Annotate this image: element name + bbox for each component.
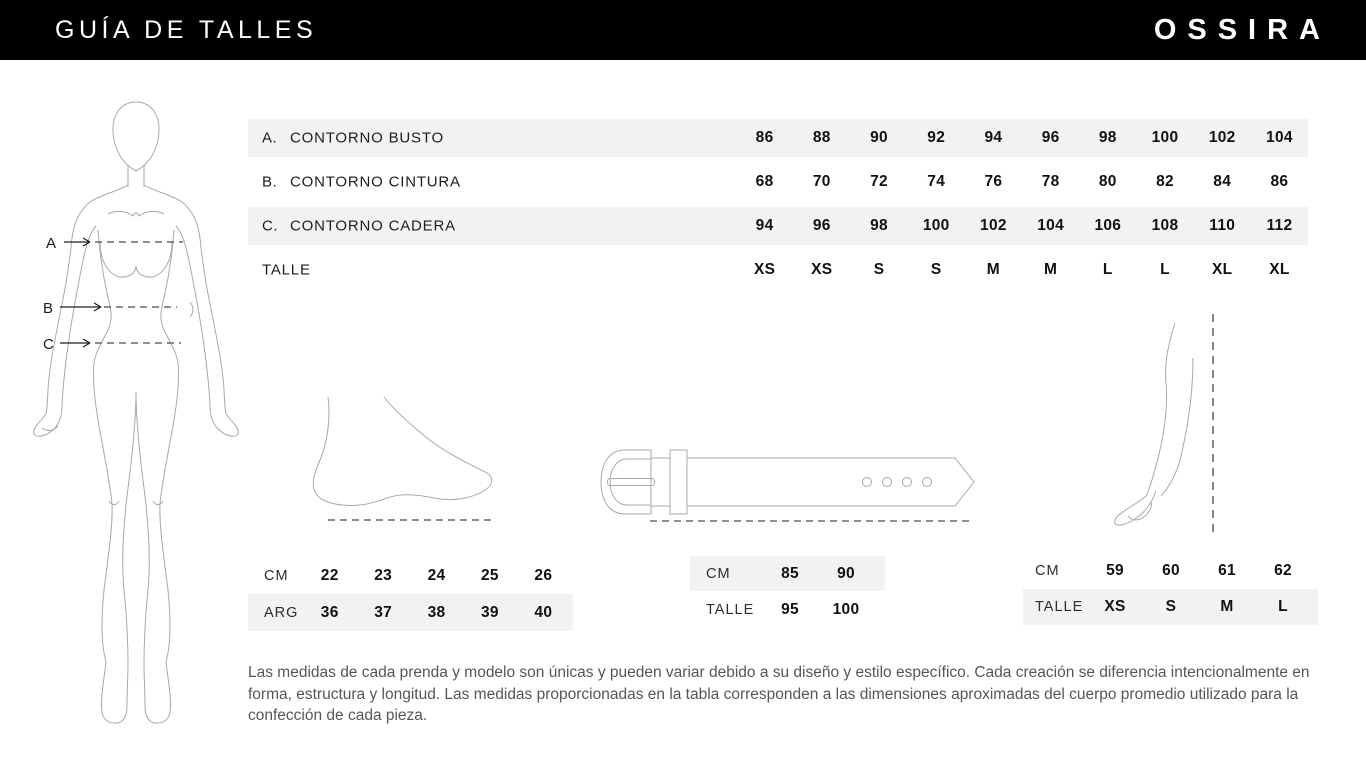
foot-table-row-arg	[248, 594, 573, 631]
cell: 96	[1041, 129, 1060, 146]
row-label: CM	[1035, 563, 1060, 579]
cell: XS	[1104, 598, 1126, 615]
cell: 24	[427, 566, 446, 584]
row-label: TALLE	[1035, 599, 1084, 615]
cell: 110	[1209, 217, 1236, 234]
cell: 95	[781, 600, 799, 618]
row-name: TALLE	[262, 261, 311, 279]
arm-table-row-cm	[1023, 553, 1318, 589]
cell: 72	[870, 173, 888, 190]
cell: L	[1160, 261, 1170, 278]
row-values	[762, 592, 874, 627]
row-name: CONTORNO BUSTO	[290, 129, 444, 147]
cell: 108	[1151, 217, 1179, 234]
cell: 37	[374, 603, 393, 621]
cell: 26	[534, 566, 553, 584]
cell: M	[1220, 598, 1234, 615]
cell: XL	[1269, 261, 1290, 278]
cell: 94	[984, 129, 1003, 146]
cell: 94	[755, 217, 774, 234]
row-label: ARG	[264, 604, 299, 621]
row-values	[1087, 553, 1311, 589]
label-b: B	[43, 300, 54, 317]
cell: 68	[755, 173, 774, 190]
disclaimer-text: Las medidas de cada prenda y modelo son únicas y pueden variar debido a su diseño y estilo específico. Cada creación se diferencia intencionalmente en forma, estructura y longitud. Las medidas proporcionadas en la tabla corresponden a las dimensiones aproximadas del cuerpo promedio utilizado para la confección de cada pieza.	[248, 664, 1310, 724]
cell: 25	[481, 566, 499, 584]
cell: 60	[1162, 562, 1180, 579]
cell: 88	[812, 129, 831, 146]
cell: 80	[1098, 173, 1117, 190]
belt-table-row-talle	[690, 592, 885, 627]
row-name: CONTORNO CADERA	[290, 217, 456, 235]
arrow-a	[64, 238, 90, 246]
arrow-b	[60, 303, 101, 311]
label-c: C	[43, 336, 54, 353]
cell: M	[1044, 261, 1058, 278]
cell: 86	[1270, 173, 1289, 190]
cell: 86	[755, 129, 774, 146]
female-figure-illustration	[0, 80, 240, 730]
cell: 84	[1213, 173, 1232, 190]
foot-illustration	[250, 395, 580, 535]
row-values	[762, 556, 874, 591]
row-values	[736, 207, 1308, 245]
cell: 100	[1151, 129, 1179, 146]
cell: 106	[1094, 217, 1122, 234]
row-values	[736, 119, 1308, 157]
cell: 70	[812, 173, 831, 190]
cell: 22	[320, 566, 339, 584]
cell: 38	[427, 603, 446, 621]
label-a: A	[46, 235, 57, 252]
row-name: CONTORNO CINTURA	[290, 173, 461, 191]
cell: 98	[870, 217, 888, 234]
cell: XS	[753, 261, 776, 278]
cell: 62	[1274, 562, 1292, 579]
cell: XL	[1212, 261, 1233, 278]
cell: L	[1102, 261, 1113, 278]
cell: 112	[1266, 217, 1293, 234]
cell: 100	[832, 600, 860, 618]
table-row-busto	[248, 119, 1308, 157]
row-values	[303, 594, 570, 631]
belt-illustration	[595, 445, 985, 530]
cell: 102	[980, 217, 1007, 234]
cell: 90	[837, 564, 855, 582]
cell: 82	[1156, 173, 1174, 190]
row-letter: C.	[262, 217, 278, 235]
cell: S	[930, 261, 942, 278]
cell: 36	[320, 603, 339, 621]
arm-table-row-talle	[1023, 589, 1318, 625]
arm-illustration	[1080, 310, 1260, 540]
cell: 98	[1098, 129, 1117, 146]
row-label: TALLE	[706, 601, 755, 618]
row-letter: B.	[262, 173, 278, 191]
cell: S	[1165, 598, 1177, 615]
cell: 61	[1218, 562, 1236, 579]
cell: 92	[927, 129, 946, 146]
cell: 59	[1106, 562, 1124, 579]
row-values	[1087, 589, 1311, 625]
cell: 104	[1037, 217, 1064, 234]
cell: 85	[781, 564, 799, 582]
cell: 102	[1208, 129, 1236, 146]
row-values	[736, 163, 1308, 201]
cell: 23	[374, 566, 393, 584]
header	[0, 0, 1366, 60]
row-label: CM	[706, 565, 731, 582]
row-label: CM	[264, 567, 289, 584]
row-values	[736, 251, 1308, 289]
cell: 104	[1266, 129, 1293, 146]
row-values	[303, 557, 570, 594]
table-row-cintura	[248, 163, 1308, 201]
cell: L	[1278, 598, 1288, 615]
cell: 78	[1041, 173, 1060, 190]
cell: XS	[811, 261, 833, 278]
row-letter: A.	[262, 129, 278, 147]
page-title: GUÍA DE TALLES	[55, 15, 318, 44]
cell: 100	[922, 217, 950, 234]
belt-table-row-cm	[690, 556, 885, 591]
cell: 90	[870, 129, 888, 146]
cell: 96	[812, 217, 831, 234]
cell: 39	[481, 603, 499, 621]
arrow-c	[60, 339, 90, 347]
cell: 76	[984, 173, 1003, 190]
cell: 74	[927, 173, 946, 190]
table-row-talle	[248, 251, 1308, 289]
cell: M	[986, 261, 1001, 278]
brand-logo: OSSIRA	[1153, 13, 1331, 46]
foot-table-row-cm	[248, 557, 573, 594]
cell: 40	[534, 603, 553, 621]
table-row-cadera	[248, 207, 1308, 245]
cell: S	[873, 261, 885, 278]
